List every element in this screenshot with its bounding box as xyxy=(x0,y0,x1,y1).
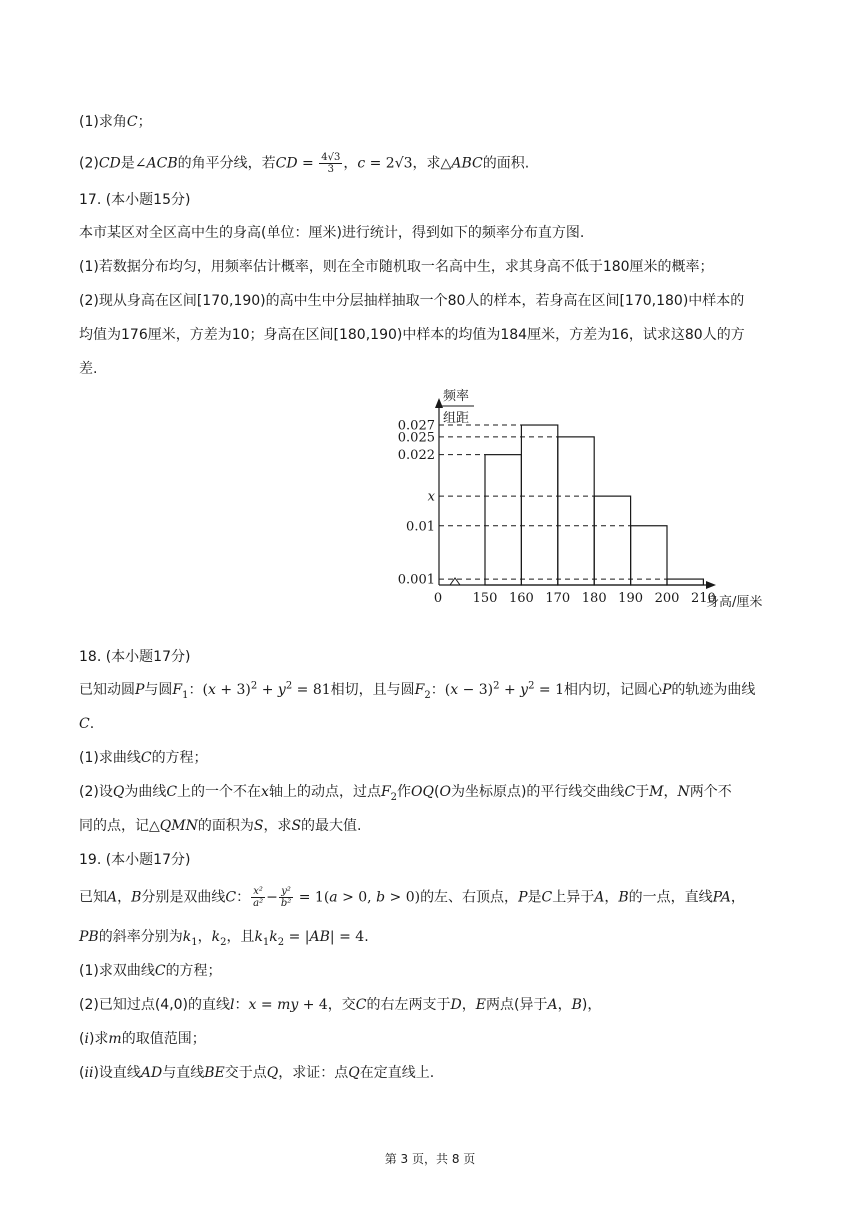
q16-part1: (1)求角C； xyxy=(79,114,152,130)
histogram-bar-180-190 xyxy=(594,496,630,585)
q19-part2-i: (i)求m的取值范围； xyxy=(79,1031,206,1047)
q19-line2: PB的斜率分别为$k_1$，$k_2$，且$k_1k_2 = |AB| = 4$. xyxy=(79,929,369,948)
origin-label: 0 xyxy=(433,591,443,606)
x-tick-label: 170 xyxy=(545,591,571,606)
y-tick-label: 0.025 xyxy=(398,430,435,446)
histogram-bars xyxy=(485,425,703,585)
histogram-bar-160-170 xyxy=(521,425,557,585)
q18-line1: 已知动圆P与圆$F_1$：$(x + 3)^2 + y^2 = 81$相切，且与圆$F_2$：$(x - 3)^2 + y^2 = 1$相内切，记圆心P的轨迹为曲线 xyxy=(79,680,756,701)
q18-line2: C. xyxy=(79,716,95,732)
y-tick-label: 0.001 xyxy=(398,572,435,588)
q18-part2-line2: 同的点，记△QMN的面积为S，求S的最大值. xyxy=(79,818,362,834)
q18-part1: (1)求曲线C的方程； xyxy=(79,750,208,766)
q17-part2-line3: 差. xyxy=(79,361,98,377)
x-tick-label: 180 xyxy=(581,591,607,606)
y-axis-label-top: 频率 xyxy=(442,389,470,404)
x-tick-label: 200 xyxy=(654,591,680,606)
q16-part2: (2)CD是∠ACB的角平分线，若CD = $\frac{4√3}{3}$ ，c = 2√3，求△ABC的面积. xyxy=(79,152,530,175)
histogram-bar-150-160 xyxy=(485,455,521,585)
histogram-bar-170-180 xyxy=(558,437,594,585)
y-tick-label: x xyxy=(427,489,435,505)
q19-part1: (1)求双曲线C的方程； xyxy=(79,963,222,979)
q19-header: 19. (本小题17分) xyxy=(79,852,191,868)
x-tick-label: 150 xyxy=(472,591,498,606)
y-tick-label: 0.01 xyxy=(406,519,435,535)
frequency-histogram xyxy=(398,380,778,614)
q17-intro: 本市某区对全区高中生的身高(单位：厘米)进行统计，得到如下的频率分布直方图. xyxy=(79,225,585,241)
y-tick-label: 0.027 xyxy=(398,418,435,434)
x-axis-label: 身高/厘米 xyxy=(706,595,763,610)
q17-part2-line1: (2)现从身高在区间[170,190)的高中生中分层抽样抽取一个80人的样本，若身高在区间[170,180)中样本的 xyxy=(79,293,745,309)
q18-part2-line1: (2)设Q为曲线C上的一个不在x轴上的动点，过点$F_2$作OQ(O为坐标原点)的平行线交曲线C于M，N两个不 xyxy=(79,784,732,803)
q17-part1: (1)若数据分布均匀，用频率估计概率，则在全市随机取一名高中生，求其身高不低于180厘米的概率； xyxy=(79,259,714,275)
histogram-bar-190-200 xyxy=(631,526,667,585)
y-axis-label-bottom: 组距 xyxy=(442,411,470,426)
y-tick-label: 0.022 xyxy=(398,448,435,464)
q17-header: 17. (本小题15分) xyxy=(79,192,191,208)
page-footer: 第 3 页，共 8 页 xyxy=(384,1152,476,1166)
q17-part2-line2: 均值为176厘米，方差为10；身高在区间[180,190)中样本的均值为184厘米，方差为16，试求这80人的方 xyxy=(79,327,745,343)
y-tick-labels xyxy=(398,419,436,588)
histogram-bar-200-210 xyxy=(667,579,703,585)
q19-part2: (2)已知过点(4,0)的直线l：x = my + 4，交C的右左两支于D，E两点(异于A，B)， xyxy=(79,997,602,1013)
x-tick-label: 160 xyxy=(508,591,534,606)
q19-line1: 已知A，B分别是双曲线C： $\frac{\text{x²}}{\text{a²}}$ − $\frac{\text{y²}}{\text{b²}}$ = 1(a > 0, b > 0)的左、右顶点，P是C上异于A，B的一点，直线PA， xyxy=(79,886,745,909)
x-tick-label: 190 xyxy=(618,591,644,606)
q19-part2-ii: (ii)设直线AD与直线BE交于点Q，求证：点Q在定直线上. xyxy=(79,1065,435,1081)
reference-lines xyxy=(439,425,667,579)
q18-header: 18. (本小题17分) xyxy=(79,649,191,665)
x-tick-label: 210 xyxy=(690,591,716,606)
x-tick-labels xyxy=(473,591,716,606)
axes xyxy=(435,398,716,589)
